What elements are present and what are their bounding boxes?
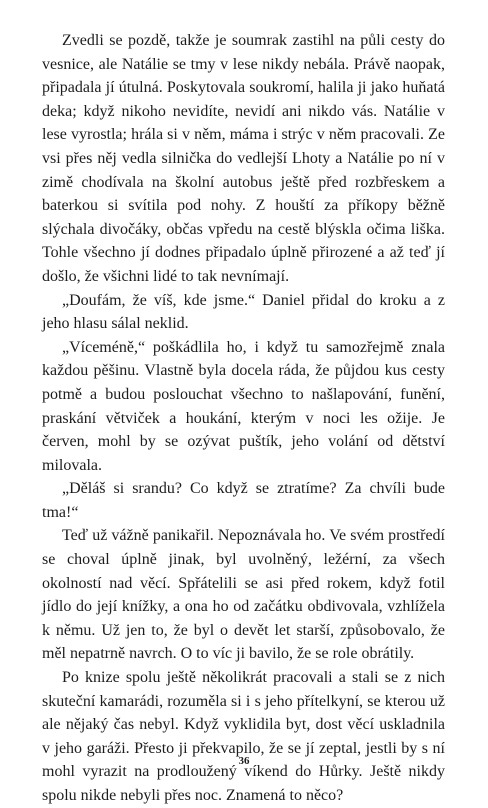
paragraph: „Děláš si srandu? Co když se ztratíme? Za chvíli bude tma!“ <box>42 480 445 521</box>
paragraph: „Doufám, že víš, kde jsme.“ Daniel přidal do kroku a z jeho hlasu sálal neklid. <box>42 291 445 333</box>
paragraph: „Víceméně,“ poškádlila ho, i když tu samozřejmě znala každou pěšinu. Vlastně byla docela ráda, že půjdou kus cesty potmě a budou poslouchat všechno to našlapování, funění, praskání větviček a houkání, kterým v noci les ožije. Je červen, mohl by se ozývat puštík, jeho volání od dětství milovala. <box>42 338 445 474</box>
paragraph: Teď už vážně panikařil. Nepoznávala ho. Ve svém prostředí se choval úplně jinak, byl uvolněný, ležérní, za všech okolností nad věcí. Spřátelili se asi před rokem, když fotil jídlo do její knížky, a ona ho od začátku obdivovala, vzhlížela k němu. Už jen to, že byl o devět let starší, způsobovalo, že měl nepatrně navrch. O to víc ji bavilo, že se role obrátily. <box>42 527 445 663</box>
page-number: 36 <box>238 755 250 767</box>
paragraph: Zvedli se pozdě, takže je soumrak zastihl na půli cesty do vesnice, ale Natálie se tmy v lese nikdy nebála. Právě naopak, připadala jí útulná. Poskytovala soukromí, halila ji jako huňatá deka; když nikoho nevidíte, nevidí ani nikdo vás. Natálie v lese vyrostla; hrála si v něm, máma i strýc v něm pracovali. Ze vsi přes něj vedla silnička do vedlejší Lhoty a Natálie po ní v zimě chodívala na školní autobus ještě před rozbřeskem a baterkou si svítila pod nohy. Z houští za příkopy běžně slýchala divočáky, občas vpředu na cestě blýskla očima liška. Tohle všechno jí dodnes připadalo úplně přirozené a až teď jí došlo, že všichni lidé to tak nevnímají. <box>42 32 445 285</box>
body-text <box>42 29 445 808</box>
paragraph: Po knize spolu ještě několikrát pracovali a stali se z nich skuteční kamarádi, rozuměla si i s jeho přítelkyní, se kterou už ale nějaký čas nebyl. Když vyklidila byt, dost věcí uskladnila v jeho garáži. Přesto ji překvapilo, že se jí zeptal, jestli by s ní mohl vyrazit na prodloužený víkend do Hůrky. Ještě nikdy spolu nikde nebyli přes noc. Znamená to něco? <box>42 669 445 804</box>
